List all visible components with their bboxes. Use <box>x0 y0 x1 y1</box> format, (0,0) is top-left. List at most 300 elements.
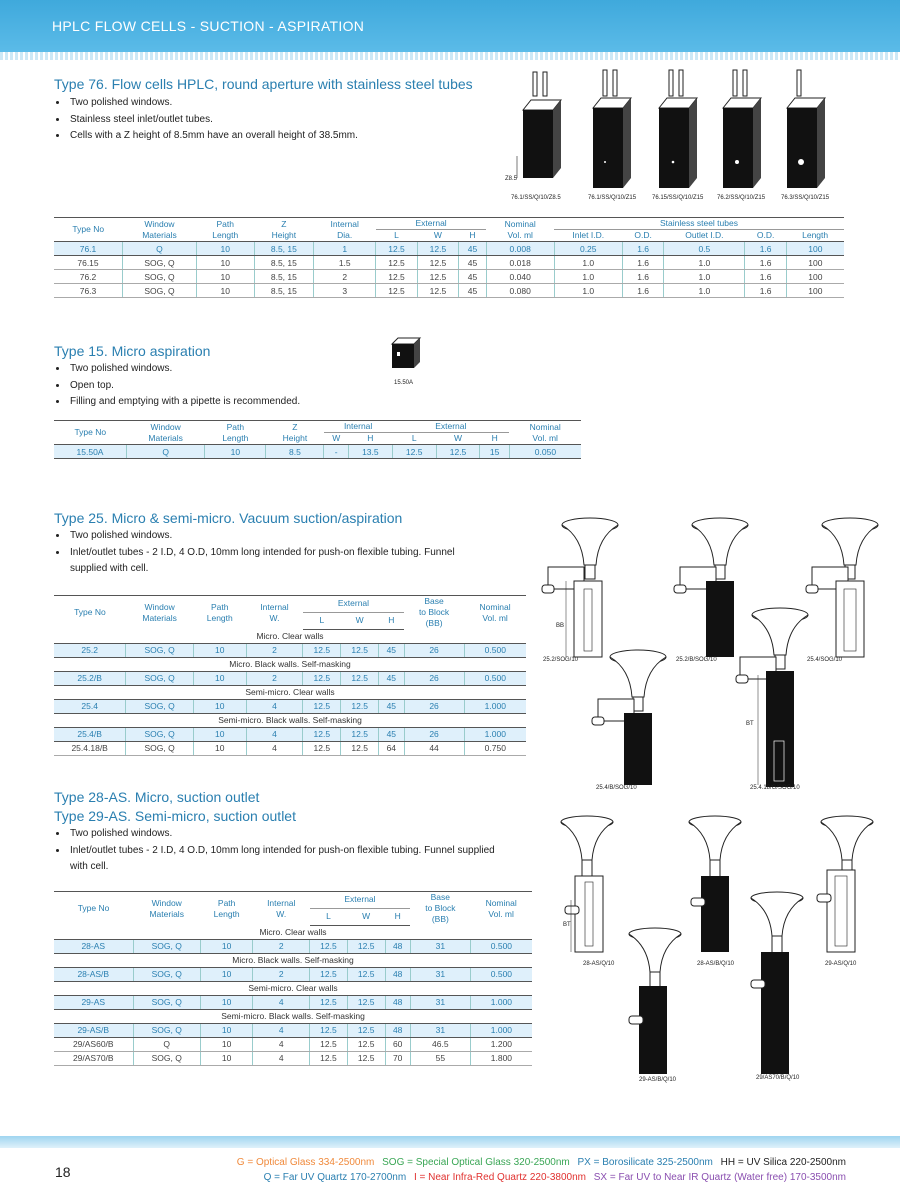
type15-spec-table <box>54 420 581 459</box>
table-cell: 12.5 <box>417 242 458 256</box>
table-cell: 0.050 <box>509 445 581 459</box>
legend-sog: SOG = Special Optical Glass 320-2500nm <box>382 1157 570 1168</box>
table-cell: SOG, Q <box>133 939 200 953</box>
table-row <box>54 1023 532 1037</box>
table-cell: 12.5 <box>341 741 379 755</box>
table-row <box>54 741 526 755</box>
table-row <box>54 270 844 284</box>
table-cell: 26 <box>404 643 464 657</box>
table-cell: 12.5 <box>376 242 417 256</box>
bullet: • Open top. <box>68 378 388 395</box>
table-cell: 10 <box>193 741 246 755</box>
table-cell: 10 <box>200 1023 253 1037</box>
col-w: W <box>417 230 458 242</box>
bt-label: BT <box>746 721 754 727</box>
table-cell: SOG, Q <box>123 270 197 284</box>
table-cell: 0.500 <box>464 643 526 657</box>
table-cell: 45 <box>459 284 487 298</box>
table-cell: SOG, Q <box>133 1023 200 1037</box>
table-cell: 45 <box>459 242 487 256</box>
table-cell: 12.5 <box>347 939 385 953</box>
bullet: • Filling and emptying with a pipette is recommended. <box>68 394 388 411</box>
flow-cell-76-1-z15 <box>593 70 631 188</box>
group-label: Semi-micro. Black walls. Self-masking <box>218 715 362 725</box>
table-cell: 2 <box>314 270 376 284</box>
table-cell: 2 <box>253 967 310 981</box>
table-cell: 26 <box>404 699 464 713</box>
table-cell: 25.4 <box>54 699 126 713</box>
col-internal: Internal Dia. <box>314 218 376 242</box>
table-cell: 12.5 <box>303 699 341 713</box>
cell-29-as <box>817 816 873 952</box>
header-stripe <box>0 52 900 60</box>
col-l: L <box>310 908 348 925</box>
col-w: W <box>324 433 348 445</box>
col-base: Base to Block (BB) <box>404 596 464 630</box>
col-w: W <box>347 908 385 925</box>
table-cell: 10 <box>193 643 246 657</box>
table-cell: 100 <box>786 256 844 270</box>
col-nominal: Nominal Vol. ml <box>486 218 554 242</box>
table-group-header <box>54 953 532 967</box>
cell-25-4-18 <box>736 608 808 787</box>
table-cell: 4 <box>246 699 303 713</box>
caption: 29-AS/B/Q/10 <box>639 1077 677 1083</box>
table-cell: 10 <box>200 995 253 1009</box>
z-height-label: Z8.5 <box>505 176 518 182</box>
table-cell: 76.3 <box>54 284 123 298</box>
table-row <box>54 242 844 256</box>
bt-label: BT <box>563 922 571 928</box>
group-label: Micro. Black walls. Self-masking <box>232 955 354 965</box>
table-cell: 12.5 <box>347 967 385 981</box>
table-cell: 46.5 <box>410 1037 470 1051</box>
col-h: H <box>385 908 410 925</box>
table-cell: 28-AS <box>54 939 133 953</box>
table-cell: 12.5 <box>347 1037 385 1051</box>
table-cell: 1.6 <box>745 242 786 256</box>
table-group-header <box>54 981 532 995</box>
table-cell: 10 <box>200 1051 253 1065</box>
table-cell: 1.000 <box>470 995 532 1009</box>
table-cell: 1.000 <box>464 699 526 713</box>
table-cell: 29-AS/B <box>54 1023 133 1037</box>
table-cell: 1.6 <box>623 256 664 270</box>
table-cell: 1.0 <box>664 270 745 284</box>
flow-cell-76-15 <box>659 70 697 188</box>
table-row <box>54 1051 532 1065</box>
table-cell: 10 <box>205 445 266 459</box>
flow-cell-76-1 <box>523 72 561 178</box>
table-group-header <box>54 925 532 939</box>
table-cell: 48 <box>385 995 410 1009</box>
table-cell: SOG, Q <box>123 284 197 298</box>
table-cell: SOG, Q <box>126 727 194 741</box>
table-cell: 12.5 <box>341 699 379 713</box>
caption: 25.2/B/SOG/10 <box>676 657 717 663</box>
cell-28-as-b <box>689 816 741 952</box>
table-cell: SOG, Q <box>133 995 200 1009</box>
table-cell: 31 <box>410 995 470 1009</box>
table-row <box>54 939 532 953</box>
table-cell: SOG, Q <box>126 643 194 657</box>
table-cell: 45 <box>379 699 404 713</box>
table-cell: 12.5 <box>310 1023 348 1037</box>
table-cell: Q <box>123 242 197 256</box>
col-h: H <box>379 612 404 629</box>
table-cell: 0.018 <box>486 256 554 270</box>
table-row <box>54 445 581 459</box>
page-header <box>0 0 900 52</box>
header-title: HPLC FLOW CELLS - SUCTION - ASPIRATION <box>52 18 365 34</box>
caption: 28-AS/Q/10 <box>583 961 615 967</box>
table-cell: 55 <box>410 1051 470 1065</box>
caption: 76.2/SS/Q/10/Z15 <box>717 195 766 201</box>
type28-bullets <box>54 826 508 876</box>
table-cell: 12.5 <box>341 643 379 657</box>
group-label: Micro. Clear walls <box>259 927 327 937</box>
table-cell: 12.5 <box>341 671 379 685</box>
table-cell: 12.5 <box>347 1023 385 1037</box>
table-cell: 70 <box>385 1051 410 1065</box>
table-row <box>54 284 844 298</box>
table-cell: 76.2 <box>54 270 123 284</box>
table-cell: 45 <box>379 671 404 685</box>
legend-px: PX = Borosilicate 325-2500nm <box>577 1157 713 1168</box>
table-cell: 60 <box>385 1037 410 1051</box>
table-cell: 10 <box>193 727 246 741</box>
cell-28-as <box>561 816 613 952</box>
type15-cell-illustration <box>388 336 424 372</box>
type15-title: Type 15. Micro aspiration <box>54 343 211 359</box>
table-cell: 100 <box>786 242 844 256</box>
col-window: Window Materials <box>127 421 205 445</box>
table-cell: 12.5 <box>376 270 417 284</box>
col-type-no: Type No <box>54 892 133 926</box>
legend-i: I = Near Infra-Red Quartz 220-3800nm <box>413 1172 586 1183</box>
table-cell: 0.25 <box>554 242 623 256</box>
type25-spec-table <box>54 595 526 756</box>
caption: 29-AS/Q/10 <box>825 961 857 967</box>
group-label: Semi-micro. Clear walls <box>248 983 338 993</box>
table-cell: 0.750 <box>464 741 526 755</box>
table-cell: 31 <box>410 939 470 953</box>
table-cell: 12.5 <box>310 939 348 953</box>
table-cell: 1 <box>314 242 376 256</box>
table-cell: 15.50A <box>54 445 127 459</box>
table-cell: 1.800 <box>470 1051 532 1065</box>
col-z: Z Height <box>254 218 314 242</box>
table-cell: 8.5, 15 <box>254 284 314 298</box>
table-cell: 25.2/B <box>54 671 126 685</box>
page-number: 18 <box>55 1164 71 1180</box>
col-window: Window Materials <box>126 596 194 630</box>
table-cell: 25.4/B <box>54 727 126 741</box>
col-l: L <box>392 433 436 445</box>
table-cell: 76.15 <box>54 256 123 270</box>
table-cell: 1.0 <box>554 270 623 284</box>
col-l: L <box>303 612 341 629</box>
table-cell: 12.5 <box>436 445 480 459</box>
col-base: Base to Block (BB) <box>410 892 470 926</box>
table-group-header <box>54 657 526 671</box>
col-external: External <box>310 892 411 909</box>
type76-title: Type 76. Flow cells HPLC, round aperture with stainless steel tubes <box>54 76 473 92</box>
table-cell: 44 <box>404 741 464 755</box>
table-group-header <box>54 713 526 727</box>
table-cell: 12.5 <box>347 1051 385 1065</box>
table-cell: 12.5 <box>310 1037 348 1051</box>
table-cell: 1.6 <box>623 242 664 256</box>
table-cell: 8.5, 15 <box>254 256 314 270</box>
table-cell: 10 <box>193 671 246 685</box>
bullet: • Two polished windows. <box>68 826 508 843</box>
type25-cell-illustrations <box>540 515 880 795</box>
type25-title: Type 25. Micro & semi-micro. Vacuum suction/aspiration <box>54 510 403 526</box>
col-external: External <box>303 596 404 613</box>
cell-25-4-b <box>592 650 666 785</box>
col-nominal: Nominal Vol. ml <box>464 596 526 630</box>
table-cell: SOG, Q <box>126 741 194 755</box>
table-cell: 1.6 <box>745 270 786 284</box>
group-label: Semi-micro. Black walls. Self-masking <box>221 1011 365 1021</box>
table-cell: 26 <box>404 671 464 685</box>
table-cell: 12.5 <box>310 967 348 981</box>
table-cell: 4 <box>253 1023 310 1037</box>
type28-title: Type 28-AS. Micro, suction outlet <box>54 789 260 805</box>
table-cell: 25.4.18/B <box>54 741 126 755</box>
col-path: Path Length <box>193 596 246 630</box>
table-cell: 29/AS60/B <box>54 1037 133 1051</box>
col-od: O.D. <box>745 230 786 242</box>
table-cell: 0.040 <box>486 270 554 284</box>
col-z: Z Height <box>266 421 324 445</box>
table-cell: 4 <box>246 741 303 755</box>
type29-title: Type 29-AS. Semi-micro, suction outlet <box>54 808 296 824</box>
table-cell: 100 <box>786 284 844 298</box>
table-cell: 48 <box>385 939 410 953</box>
type76-bullets <box>54 95 488 145</box>
col-type-no: Type No <box>54 421 127 445</box>
table-cell: 10 <box>200 1037 253 1051</box>
col-window: Window Materials <box>133 892 200 926</box>
table-cell: 0.500 <box>470 939 532 953</box>
bullet: • Two polished windows. <box>68 361 388 378</box>
table-cell: - <box>324 445 348 459</box>
table-cell: 12.5 <box>392 445 436 459</box>
table-row <box>54 995 532 1009</box>
caption: 76.15/SS/Q/10/Z15 <box>652 195 704 201</box>
type28-cell-illustrations <box>555 810 885 1080</box>
table-cell: 1.000 <box>464 727 526 741</box>
col-external: External <box>392 421 509 433</box>
table-cell: 12.5 <box>303 727 341 741</box>
table-cell: 64 <box>379 741 404 755</box>
table-cell: 1.6 <box>623 270 664 284</box>
col-h: H <box>459 230 487 242</box>
table-cell: 2 <box>246 643 303 657</box>
table-cell: 45 <box>379 643 404 657</box>
table-cell: 48 <box>385 967 410 981</box>
table-cell: 28-AS/B <box>54 967 133 981</box>
col-internal: Internal W. <box>253 892 310 926</box>
table-cell: 25.2 <box>54 643 126 657</box>
table-cell: 2 <box>246 671 303 685</box>
table-cell: 26 <box>404 727 464 741</box>
legend-q: Q = Far UV Quartz 170-2700nm <box>263 1172 407 1183</box>
bullet: • Cells with a Z height of 8.5mm have an overall height of 38.5mm. <box>68 128 488 145</box>
table-cell: 45 <box>379 727 404 741</box>
bullet: • Two polished windows. <box>68 95 488 112</box>
table-cell: 10 <box>196 284 254 298</box>
table-cell: 1.0 <box>664 284 745 298</box>
table-cell: SOG, Q <box>126 699 194 713</box>
table-cell: 12.5 <box>376 256 417 270</box>
type25-bullets <box>54 528 488 578</box>
cell-29-as-b <box>629 928 681 1074</box>
table-row <box>54 699 526 713</box>
bb-label: BB <box>556 623 565 629</box>
flow-cell-76-2 <box>723 70 761 188</box>
table-row <box>54 256 844 270</box>
table-cell: 0.500 <box>464 671 526 685</box>
col-h: H <box>480 433 509 445</box>
col-internal: Internal W. <box>246 596 303 630</box>
col-w: W <box>436 433 480 445</box>
table-cell: 1.000 <box>470 1023 532 1037</box>
legend-hh: HH = UV Silica 220-2500nm <box>720 1157 846 1168</box>
legend-sx: SX = Far UV to Near IR Quartz (Water free) 170-3500nm <box>593 1172 846 1183</box>
type28-spec-table <box>54 891 532 1066</box>
table-row <box>54 643 526 657</box>
legend-g: G = Optical Glass 334-2500nm <box>236 1157 375 1168</box>
table-cell: 15 <box>480 445 509 459</box>
table-row <box>54 1037 532 1051</box>
table-cell: 0.080 <box>486 284 554 298</box>
table-cell: 12.5 <box>303 671 341 685</box>
table-cell: 4 <box>253 995 310 1009</box>
table-cell: 12.5 <box>310 995 348 1009</box>
table-cell: SOG, Q <box>133 1051 200 1065</box>
footer-band <box>0 1136 900 1148</box>
col-outlet: Outlet I.D. <box>664 230 745 242</box>
table-cell: 12.5 <box>417 256 458 270</box>
table-cell: 10 <box>200 967 253 981</box>
material-legend-line1 <box>232 1157 846 1168</box>
table-cell: SOG, Q <box>123 256 197 270</box>
material-legend-line2 <box>259 1172 846 1183</box>
col-path: Path Length <box>200 892 253 926</box>
table-cell: 1.6 <box>745 284 786 298</box>
type76-spec-table <box>54 217 844 298</box>
table-cell: 1.200 <box>470 1037 532 1051</box>
table-cell: 4 <box>253 1037 310 1051</box>
table-cell: 0.5 <box>664 242 745 256</box>
caption: 28-AS/B/Q/10 <box>697 961 735 967</box>
col-od: O.D. <box>623 230 664 242</box>
caption: 15.50A <box>394 380 414 386</box>
cell-29-as70-b <box>751 892 803 1074</box>
table-cell: Q <box>127 445 205 459</box>
bullet: • Two polished windows. <box>68 528 488 545</box>
table-row <box>54 967 532 981</box>
table-cell: 12.5 <box>417 270 458 284</box>
col-external: External <box>376 218 487 230</box>
bullet: • Inlet/outlet tubes - 2 I.D, 4 O.D, 10mm long intended for push-on flexible tubing. Funnel supplied with cell. <box>68 843 508 876</box>
table-cell: 10 <box>196 256 254 270</box>
bullet: • Stainless steel inlet/outlet tubes. <box>68 112 488 129</box>
flow-cell-76-3 <box>787 70 825 188</box>
caption: 25.2/SOG/10 <box>543 657 579 663</box>
table-cell: 12.5 <box>303 741 341 755</box>
col-nominal: Nominal Vol. ml <box>509 421 581 445</box>
cell-25-2 <box>542 518 618 657</box>
type15-bullets <box>54 361 388 411</box>
col-type-no: Type No <box>54 218 123 242</box>
table-cell: 12.5 <box>376 284 417 298</box>
table-group-header <box>54 629 526 643</box>
table-cell: 1.6 <box>745 256 786 270</box>
col-stainless: Stainless steel tubes <box>554 218 844 230</box>
table-cell: Q <box>133 1037 200 1051</box>
table-cell: 10 <box>200 939 253 953</box>
table-cell: 1.6 <box>623 284 664 298</box>
table-cell: 8.5, 15 <box>254 242 314 256</box>
table-cell: 45 <box>459 270 487 284</box>
caption: 76.3/SS/Q/10/Z15 <box>781 195 830 201</box>
col-window: Window Materials <box>123 218 197 242</box>
caption: 76.1/SS/Q/10/Z8.5 <box>511 195 561 201</box>
table-cell: 100 <box>786 270 844 284</box>
table-cell: 4 <box>246 727 303 741</box>
col-l: L <box>376 230 417 242</box>
caption: 76.1/SS/Q/10/Z15 <box>588 195 637 201</box>
col-inlet: Inlet I.D. <box>554 230 623 242</box>
table-cell: 8.5, 15 <box>254 270 314 284</box>
table-group-header <box>54 1009 532 1023</box>
table-cell: 4 <box>253 1051 310 1065</box>
table-cell: 0.500 <box>470 967 532 981</box>
table-cell: 31 <box>410 1023 470 1037</box>
type76-cell-illustrations <box>505 66 850 212</box>
table-cell: 29-AS <box>54 995 133 1009</box>
col-w: W <box>341 612 379 629</box>
table-cell: SOG, Q <box>126 671 194 685</box>
caption: 25.4/SOG/10 <box>807 657 843 663</box>
col-h: H <box>348 433 392 445</box>
table-cell: 12.5 <box>347 995 385 1009</box>
table-cell: SOG, Q <box>133 967 200 981</box>
group-label: Micro. Clear walls <box>256 631 324 641</box>
table-cell: 10 <box>196 242 254 256</box>
table-cell: 1.5 <box>314 256 376 270</box>
table-cell: 48 <box>385 1023 410 1037</box>
table-row <box>54 727 526 741</box>
table-cell: 1.0 <box>554 284 623 298</box>
col-internal: Internal <box>324 421 392 433</box>
table-cell: 31 <box>410 967 470 981</box>
table-cell: 76.1 <box>54 242 123 256</box>
table-group-header <box>54 685 526 699</box>
group-label: Micro. Black walls. Self-masking <box>229 659 351 669</box>
caption: 29/AS70/B/Q/10 <box>756 1075 800 1081</box>
table-cell: 12.5 <box>341 727 379 741</box>
group-label: Semi-micro. Clear walls <box>245 687 335 697</box>
table-cell: 13.5 <box>348 445 392 459</box>
table-cell: 12.5 <box>303 643 341 657</box>
bullet: • Inlet/outlet tubes - 2 I.D, 4 O.D, 10mm long intended for push-on flexible tubing. Funnel supplied with cell. <box>68 545 488 578</box>
cell-25-2-b <box>674 518 748 657</box>
